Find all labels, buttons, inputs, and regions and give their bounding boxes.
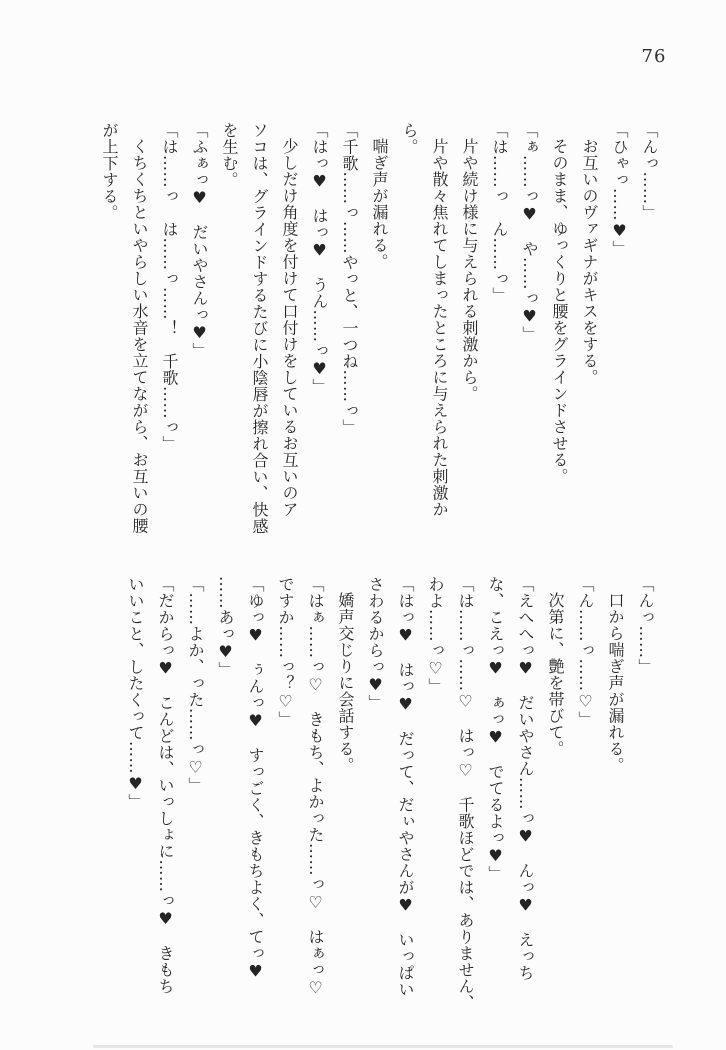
text-line: ら。 [400,122,419,155]
text-line: 「ん……っ……♡」 [576,576,595,728]
text-line: が上下する。 [100,122,119,221]
text-line: ですか……っ？♡」 [276,576,295,728]
text-line: ソコは、グラインドするたびに小陰唇が擦れ合い、快感 [250,122,269,535]
text-line: 次第に、艶を帯びて。 [546,592,565,757]
text-line: 「ふぁっ♥ だいやさんっ♥」 [190,122,209,359]
text-line: ……あっ♥」 [216,576,235,678]
text-block-top [94,122,664,572]
text-line: 嬌声交じりに会話する。 [336,592,355,774]
text-line: 少しだけ角度を付けて口付けをしているお互いのア [280,138,299,518]
text-line: さわるからっ♥」 [366,576,385,711]
text-line: お互いのヴァギナがキスをする。 [580,138,599,386]
text-line: 「は……っ ん……っ」 [490,122,509,304]
text-block-bottom [120,576,660,1026]
text-line: 片や散々焦れてしまったところに与えられた刺激か [430,138,449,518]
text-line: 「だからっ♥ こんどは、いっしょに……っ♥ きもち [156,576,175,995]
text-line: 「えへへっ♥ だいやさん……っ♥ んっ♥ えっち [516,576,535,981]
text-line: 片や続け様に与えられる刺激から。 [460,138,479,402]
text-line: 喘ぎ声が漏れる。 [370,138,389,270]
scan-artifact-line [93,1045,673,1048]
text-line: 「んっ……」 [636,576,655,675]
text-line: 「ひゃっ……♥」 [610,122,629,257]
text-line: な、こえっ♥ ぁっ♥ でてるよっ♥」 [486,576,505,882]
text-line: 「は……っ……♡ はっ♡ 千歌ほどでは、ありません、 [456,576,475,1011]
text-line: くちくちといやらしい水音を立てながら、お互いの腰 [130,138,149,534]
text-line: を生む。 [220,122,239,188]
text-line: 口から喘ぎ声が漏れる。 [606,592,625,774]
text-line: わよ……っ♡」 [426,576,445,695]
text-line: 「ぁ……っ♥ や……っ♥」 [520,122,539,343]
text-line: 「……よか、った……っ♡」 [186,576,205,794]
text-line: 「はぁ……っ♡ きもち、よかった……っ♡ はぁっ♡ [306,576,325,998]
text-line: 「んっ……」 [640,122,659,221]
text-line: 「千歌……っ……やっと、一つね……っ」 [340,122,359,436]
text-line: 「はっ♥ はっ♥ だって、だぃやさんが♥ いっぱい [396,576,415,998]
page-number: 76 [641,46,667,67]
text-line: 「は……っ は……っ……！ 千歌……っ」 [160,122,179,452]
text-line: そのまま、ゆっくりと腰をグラインドさせる。 [550,138,569,485]
text-line: いいこと、したくって……♥」 [126,576,145,810]
text-line: 「はっ♥ はっ♥ うん……っ♥」 [310,122,329,395]
text-line: 「ゆっ♥ ぅんっ♥ すっごく、きもちよく、てっ♥ [246,576,265,981]
